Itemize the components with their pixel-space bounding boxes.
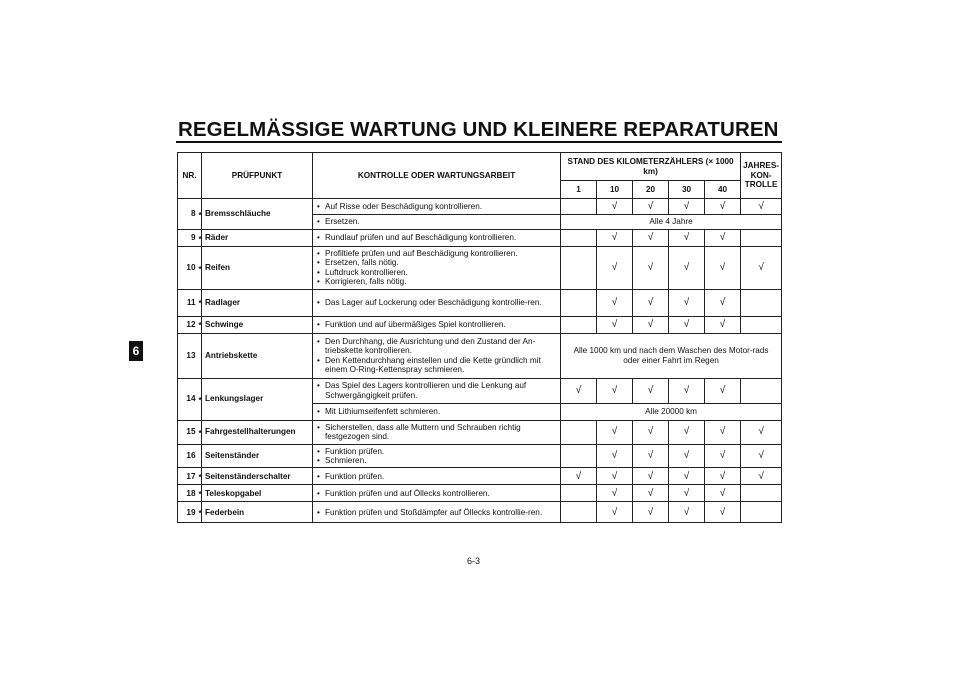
row-number: 16 xyxy=(178,444,198,468)
task-item: • Auf Risse oder Beschädigung kontrollieren. xyxy=(317,202,557,211)
row-number: 9 xyxy=(178,230,198,247)
check-mark: √ xyxy=(669,230,705,247)
task-list xyxy=(317,217,557,226)
row-star: * xyxy=(198,289,202,316)
check-mark: √ xyxy=(669,444,705,468)
check-mark: √ xyxy=(597,444,633,468)
row-number: 12 xyxy=(178,316,198,333)
check-mark: √ xyxy=(633,199,669,215)
check-mark xyxy=(561,199,597,215)
interval-note: Alle 4 Jahre xyxy=(561,215,782,230)
check-annual: √ xyxy=(741,199,782,215)
task-list xyxy=(317,489,557,498)
row-item: Räder xyxy=(202,230,313,247)
table-body xyxy=(178,199,782,523)
row-star: * xyxy=(198,502,202,523)
row-star: * xyxy=(198,316,202,333)
check-mark: √ xyxy=(633,420,669,444)
task-list xyxy=(317,233,557,242)
header-km: 20 xyxy=(633,181,669,199)
check-mark: √ xyxy=(597,289,633,316)
check-mark: √ xyxy=(669,420,705,444)
check-mark: √ xyxy=(669,247,705,290)
row-task xyxy=(313,333,561,378)
interval-note: Alle 1000 km und nach dem Waschen des Motor-rads oder einer Fahrt im Regen xyxy=(561,333,782,378)
task-item: • Schmieren. xyxy=(317,456,557,465)
check-mark: √ xyxy=(705,247,741,290)
check-mark: √ xyxy=(705,420,741,444)
row-item: Schwinge xyxy=(202,316,313,333)
row-task xyxy=(313,485,561,502)
task-list xyxy=(317,447,557,466)
task-item: • Ersetzen. xyxy=(317,217,557,226)
check-annual xyxy=(741,485,782,502)
table-row xyxy=(178,230,782,247)
check-mark: √ xyxy=(633,485,669,502)
task-item: • Den Kettendurchhang einstellen und die Kette gründlich mit einem O-Ring-Kettenspray schmieren. xyxy=(317,356,557,375)
header-km: 30 xyxy=(669,181,705,199)
task-item: • Funktion prüfen und auf Öllecks kontrollieren. xyxy=(317,489,557,498)
check-mark: √ xyxy=(705,502,741,523)
check-mark: √ xyxy=(669,199,705,215)
row-item: Antriebskette xyxy=(202,333,313,378)
interval-note: Alle 20000 km xyxy=(561,403,782,420)
row-task xyxy=(313,444,561,468)
header-nr: NR. xyxy=(178,153,202,199)
table-row xyxy=(178,199,782,215)
row-number: 14 xyxy=(178,378,198,420)
check-mark: √ xyxy=(669,502,705,523)
check-mark: √ xyxy=(597,502,633,523)
row-star: * xyxy=(198,378,202,420)
check-annual xyxy=(741,378,782,403)
table-row xyxy=(178,444,782,468)
task-list xyxy=(317,472,557,481)
check-mark: √ xyxy=(597,485,633,502)
task-list xyxy=(317,202,557,211)
task-list xyxy=(317,320,557,329)
row-item: Reifen xyxy=(202,247,313,290)
check-mark: √ xyxy=(669,316,705,333)
check-mark: √ xyxy=(669,289,705,316)
check-mark xyxy=(561,289,597,316)
check-mark: √ xyxy=(597,468,633,485)
table-row xyxy=(178,502,782,523)
task-list xyxy=(317,337,557,375)
task-item: • Mit Lithiumseifenfett schmieren. xyxy=(317,407,557,416)
check-mark xyxy=(561,502,597,523)
task-item: • Das Spiel des Lagers kontrollieren und die Lenkung auf Schwergängigkeit prüfen. xyxy=(317,381,557,400)
row-item: Teleskopgabel xyxy=(202,485,313,502)
task-item: • Profiltiefe prüfen und auf Beschädigung kontrollieren. xyxy=(317,249,557,258)
task-list xyxy=(317,508,557,517)
table-row xyxy=(178,468,782,485)
row-star: * xyxy=(198,199,202,230)
row-item: Bremsschläuche xyxy=(202,199,313,230)
check-mark xyxy=(561,420,597,444)
check-mark: √ xyxy=(669,468,705,485)
task-item: • Funktion prüfen. xyxy=(317,447,557,456)
row-task xyxy=(313,316,561,333)
check-mark: √ xyxy=(597,420,633,444)
row-task xyxy=(313,289,561,316)
check-mark: √ xyxy=(705,199,741,215)
row-task xyxy=(313,403,561,420)
table-row xyxy=(178,316,782,333)
maintenance-table xyxy=(177,152,782,523)
header-km: 10 xyxy=(597,181,633,199)
check-mark xyxy=(561,444,597,468)
check-annual xyxy=(741,502,782,523)
page-number: 6-3 xyxy=(467,556,481,566)
check-annual xyxy=(741,289,782,316)
row-task xyxy=(313,502,561,523)
check-mark: √ xyxy=(633,247,669,290)
row-number: 8 xyxy=(178,199,198,230)
row-item: Radlager xyxy=(202,289,313,316)
task-item: • Sicherstellen, dass alle Muttern und Schrauben richtig festgezogen sind. xyxy=(317,423,557,442)
task-list xyxy=(317,249,557,287)
chapter-tab: 6 xyxy=(129,341,143,361)
header-km: 40 xyxy=(705,181,741,199)
task-item: • Ersetzen, falls nötig. xyxy=(317,258,557,267)
check-mark: √ xyxy=(633,230,669,247)
check-annual xyxy=(741,230,782,247)
row-number: 18 xyxy=(178,485,198,502)
row-item: Seitenständerschalter xyxy=(202,468,313,485)
check-mark: √ xyxy=(597,199,633,215)
row-star: * xyxy=(198,247,202,290)
task-item: • Rundlauf prüfen und auf Beschädigung kontrollieren. xyxy=(317,233,557,242)
task-item: • Luftdruck kontrollieren. xyxy=(317,268,557,277)
row-number: 10 xyxy=(178,247,198,290)
row-number: 17 xyxy=(178,468,198,485)
task-item: • Korrigieren, falls nötig. xyxy=(317,277,557,286)
row-number: 19 xyxy=(178,502,198,523)
table-row xyxy=(178,289,782,316)
table-row xyxy=(178,333,782,378)
check-mark: √ xyxy=(669,378,705,403)
row-task xyxy=(313,420,561,444)
check-mark: √ xyxy=(705,289,741,316)
task-list xyxy=(317,381,557,400)
row-task xyxy=(313,215,561,230)
row-number: 13 xyxy=(178,333,198,378)
check-mark: √ xyxy=(561,468,597,485)
check-mark xyxy=(561,316,597,333)
row-star: * xyxy=(198,468,202,485)
check-mark xyxy=(561,247,597,290)
row-task xyxy=(313,468,561,485)
header-item: PRÜFPUNKT xyxy=(202,153,313,199)
check-mark: √ xyxy=(633,316,669,333)
row-task xyxy=(313,230,561,247)
task-list xyxy=(317,298,557,307)
check-annual: √ xyxy=(741,247,782,290)
check-mark: √ xyxy=(705,485,741,502)
check-mark: √ xyxy=(561,378,597,403)
check-mark xyxy=(561,485,597,502)
task-item: • Den Durchhang, die Ausrichtung und den Zustand der An-triebskette kontrollieren. xyxy=(317,337,557,356)
title-rule xyxy=(176,141,782,143)
table-row xyxy=(178,485,782,502)
row-task xyxy=(313,199,561,215)
row-task xyxy=(313,247,561,290)
header-odometer: STAND DES KILOMETERZÄHLERS (× 1000 km) xyxy=(561,153,741,181)
check-mark: √ xyxy=(597,230,633,247)
task-list xyxy=(317,407,557,416)
row-star: * xyxy=(198,485,202,502)
task-list xyxy=(317,423,557,442)
row-task xyxy=(313,378,561,403)
check-mark: √ xyxy=(669,485,705,502)
check-mark: √ xyxy=(597,378,633,403)
check-annual: √ xyxy=(741,468,782,485)
check-mark: √ xyxy=(597,316,633,333)
table-row xyxy=(178,378,782,403)
row-number: 11 xyxy=(178,289,198,316)
check-mark xyxy=(561,230,597,247)
task-item: • Funktion prüfen. xyxy=(317,472,557,481)
header-task: KONTROLLE ODER WARTUNGSARBEIT xyxy=(313,153,561,199)
task-item: • Funktion und auf übermäßiges Spiel kontrollieren. xyxy=(317,320,557,329)
row-item: Federbein xyxy=(202,502,313,523)
task-item: • Funktion prüfen und Stoßdämpfer auf Öllecks kontrollie-ren. xyxy=(317,508,557,517)
row-star: * xyxy=(198,420,202,444)
check-mark: √ xyxy=(633,289,669,316)
check-mark: √ xyxy=(705,378,741,403)
table-row xyxy=(178,420,782,444)
check-annual: √ xyxy=(741,420,782,444)
check-annual xyxy=(741,316,782,333)
check-mark: √ xyxy=(633,444,669,468)
row-star: * xyxy=(198,230,202,247)
check-mark: √ xyxy=(705,230,741,247)
table-row xyxy=(178,247,782,290)
page-title: REGELMÄSSIGE WARTUNG UND KLEINERE REPARATUREN xyxy=(178,118,779,141)
header-annual: JAHRES-KON-TROLLE xyxy=(741,153,782,199)
check-annual: √ xyxy=(741,444,782,468)
check-mark: √ xyxy=(597,247,633,290)
row-item: Seitenständer xyxy=(202,444,313,468)
check-mark: √ xyxy=(633,468,669,485)
check-mark: √ xyxy=(705,316,741,333)
row-item: Lenkungslager xyxy=(202,378,313,420)
header-km: 1 xyxy=(561,181,597,199)
check-mark: √ xyxy=(705,468,741,485)
check-mark: √ xyxy=(705,444,741,468)
task-item: • Das Lager auf Lockerung oder Beschädigung kontrollie-ren. xyxy=(317,298,557,307)
check-mark: √ xyxy=(633,378,669,403)
row-item: Fahrgestellhalterungen xyxy=(202,420,313,444)
check-mark: √ xyxy=(633,502,669,523)
row-number: 15 xyxy=(178,420,198,444)
